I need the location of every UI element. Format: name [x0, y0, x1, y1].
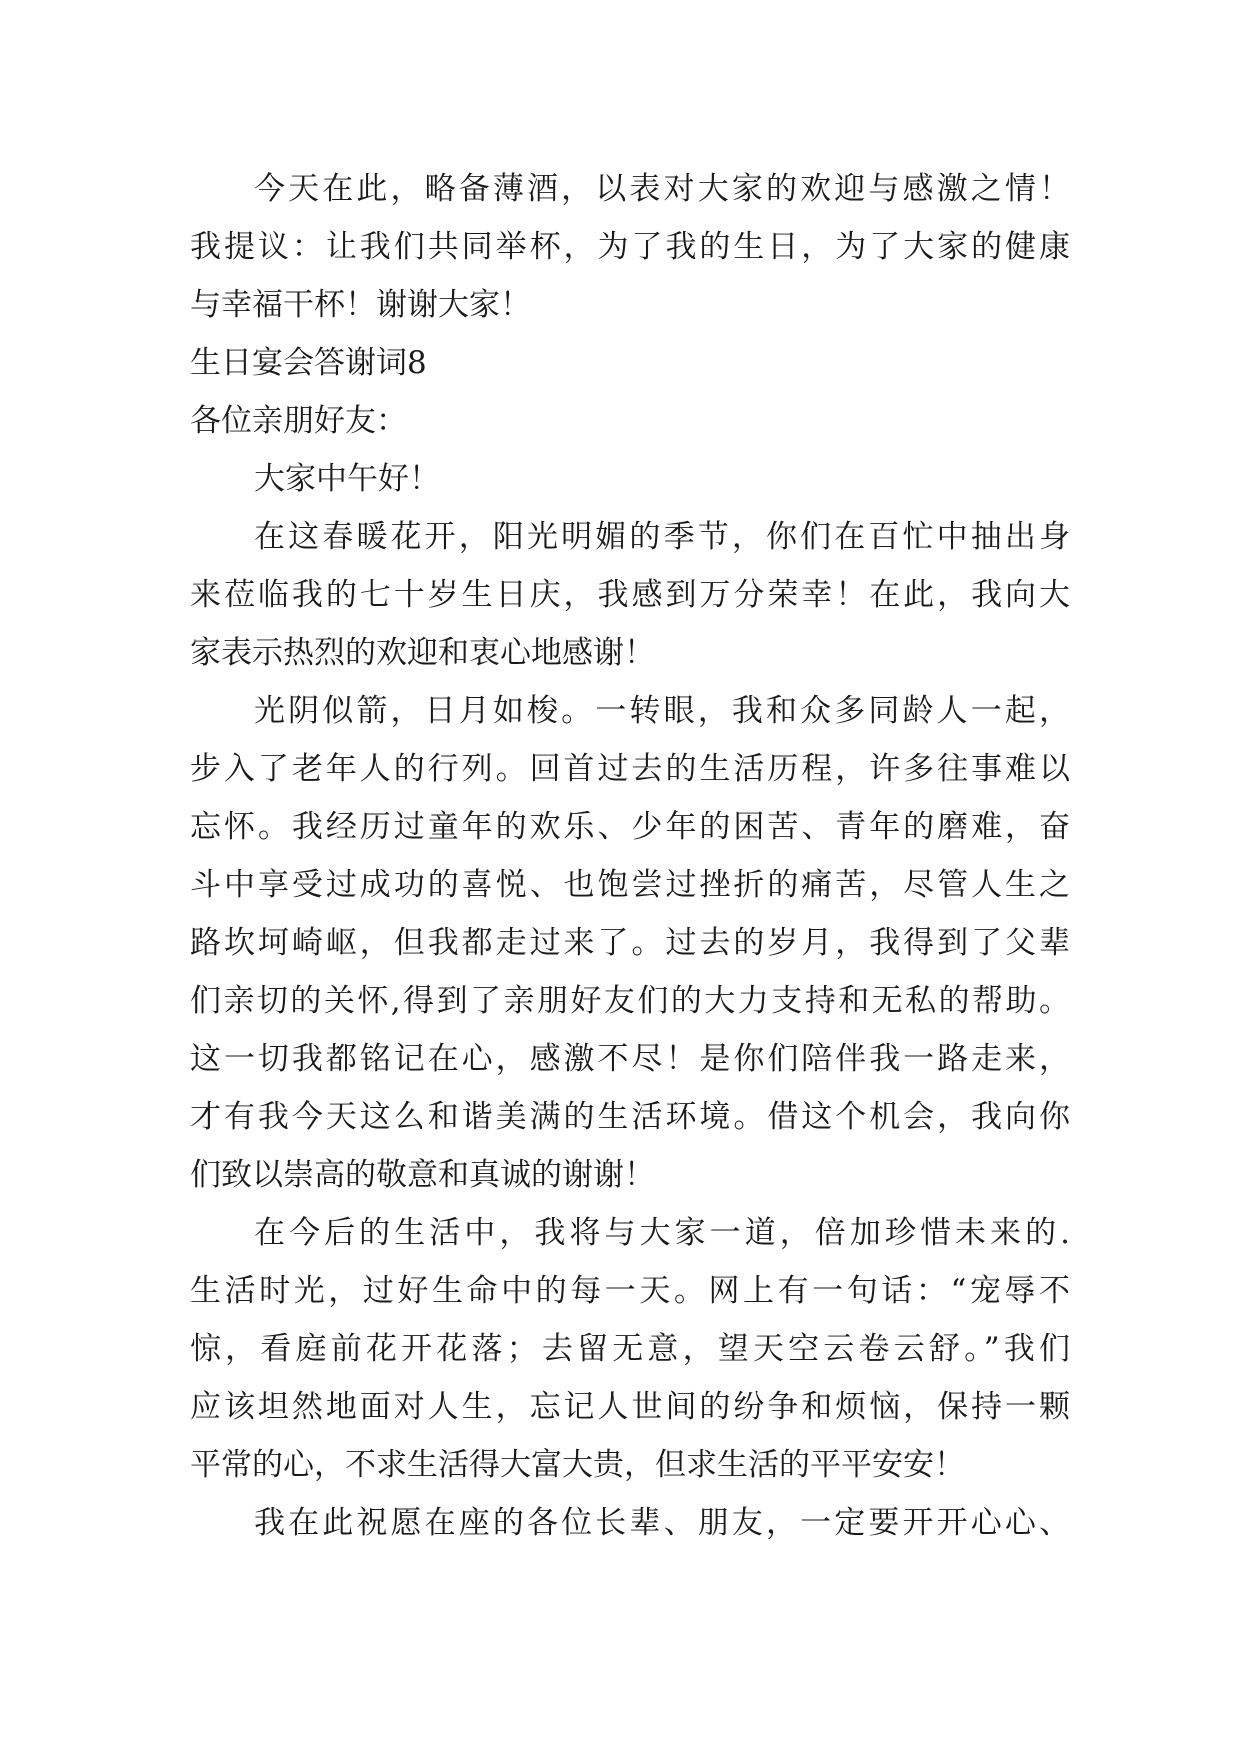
text-line: 各位亲朋好友： — [190, 403, 407, 439]
text-line: 忘怀。我经历过童年的欢乐、少年的困苦、青年的磨难，奋 — [190, 809, 1070, 845]
text-line: 我提议：让我们共同举杯，为了我的生日，为了大家的健康 — [190, 229, 1070, 265]
text-line: 应该坦然地面对人生，忘记人世间的纷争和烦恼，保持一颗 — [190, 1389, 1070, 1425]
text-line: 生日宴会答谢词8 — [190, 345, 427, 381]
text-line: 这一切我都铭记在心，感激不尽！是你们陪伴我一路走来， — [190, 1041, 1070, 1077]
text-line: 家表示热烈的欢迎和衷心地感谢！ — [190, 635, 655, 671]
text-line: 生活时光，过好生命中的每一天。网上有一句话：“宠辱不 — [190, 1273, 1070, 1309]
text-line: 在这春暖花开，阳光明媚的季节，你们在百忙中抽出身 — [254, 519, 1070, 555]
text-line: 们亲切的关怀,得到了亲朋好友们的大力支持和无私的帮助。 — [190, 983, 1070, 1019]
text-line: 们致以崇高的敬意和真诚的谢谢！ — [190, 1157, 655, 1193]
text-line: 我在此祝愿在座的各位长辈、朋友，一定要开开心心、 — [254, 1505, 1070, 1541]
text-line: 路坎坷崎岖，但我都走过来了。过去的岁月，我得到了父辈 — [190, 925, 1070, 961]
text-line: 步入了老年人的行列。回首过去的生活历程，许多往事难以 — [190, 751, 1070, 787]
text-line: 才有我今天这么和谐美满的生活环境。借这个机会，我向你 — [190, 1099, 1070, 1135]
text-line: 在今后的生活中，我将与大家一道，倍加珍惜未来的. — [254, 1215, 1070, 1251]
text-line: 惊，看庭前花开花落；去留无意，望天空云卷云舒。”我们 — [190, 1331, 1070, 1367]
text-line: 光阴似箭，日月如梭。一转眼，我和众多同龄人一起， — [254, 693, 1070, 729]
text-line: 来莅临我的七十岁生日庆，我感到万分荣幸！在此，我向大 — [190, 577, 1070, 613]
text-line: 今天在此，略备薄酒，以表对大家的欢迎与感激之情！ — [254, 171, 1070, 207]
text-line: 与幸福干杯！谢谢大家！ — [190, 287, 531, 323]
text-line: 平常的心，不求生活得大富大贵，但求生活的平平安安！ — [190, 1447, 965, 1483]
document-body — [190, 160, 1070, 1552]
text-line: 大家中午好！ — [254, 461, 440, 497]
text-line: 斗中享受过成功的喜悦、也饱尝过挫折的痛苦，尽管人生之 — [190, 867, 1070, 903]
